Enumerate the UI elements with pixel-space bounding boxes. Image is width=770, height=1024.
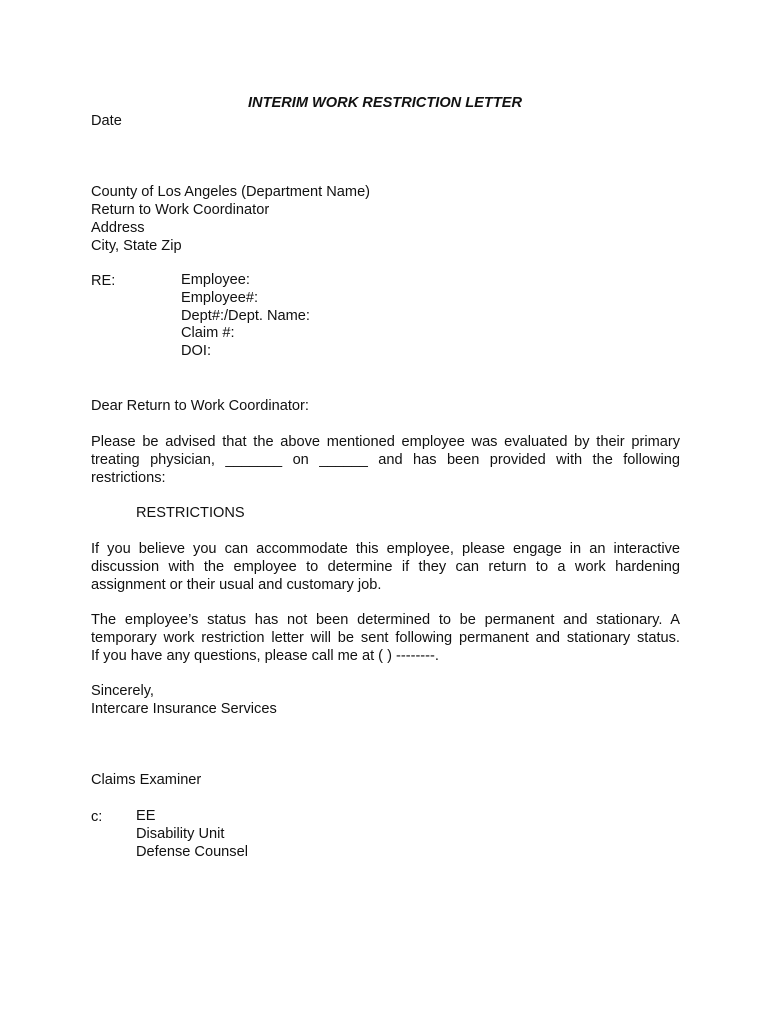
re-field-claim: Claim #: [181, 325, 235, 342]
paragraph-line: If you believe you can accommodate this employee, please engage in an interactive [91, 541, 680, 557]
recipient-line-4: City, State Zip [91, 238, 182, 254]
paragraph-line: discussion with the employee to determine if they can return to a work hardening [91, 559, 680, 575]
re-field-employee-number: Employee#: [181, 289, 259, 306]
date-label: Date [91, 113, 122, 129]
salutation: Dear Return to Work Coordinator: [91, 398, 309, 414]
paragraph-status [91, 611, 680, 665]
paragraph-line: treating physician, _______ on ______ and has been provided with the following [91, 452, 680, 468]
re-field-dept: Dept#:/Dept. Name: [181, 307, 310, 324]
cc-recipient: Disability Unit [136, 825, 225, 842]
re-label: RE: [91, 273, 116, 289]
restrictions-heading: RESTRICTIONS [136, 505, 245, 521]
closing: Sincerely, [91, 683, 154, 699]
cc-label: c: [91, 809, 103, 825]
paragraph-line: assignment or their usual and customary job. [91, 577, 382, 593]
company-name: Intercare Insurance Services [91, 701, 277, 717]
paragraph-accommodate [91, 540, 680, 594]
re-field-doi: DOI: [181, 343, 211, 360]
re-fields [181, 272, 310, 361]
re-field-employee: Employee: [181, 272, 250, 288]
cc-recipient: EE [136, 808, 156, 824]
signer-title: Claims Examiner [91, 772, 202, 788]
recipient-line-1: County of Los Angeles (Department Name) [91, 184, 371, 200]
recipient-line-2: Return to Work Coordinator [91, 202, 270, 218]
paragraph-line: restrictions: [91, 470, 166, 486]
cc-recipients [136, 808, 248, 861]
paragraph-line: If you have any questions, please call me at ( ) --------. [91, 648, 439, 664]
paragraph-line: temporary work restriction letter will be sent following permanent and stationary status. [91, 630, 680, 646]
recipient-line-3: Address [91, 220, 145, 236]
letter-title: INTERIM WORK RESTRICTION LETTER [247, 95, 523, 111]
paragraph-evaluation [91, 433, 680, 487]
paragraph-line: Please be advised that the above mentioned employee was evaluated by their primary [91, 434, 680, 450]
cc-recipient: Defense Counsel [136, 843, 248, 860]
paragraph-line: The employee’s status has not been determined to be permanent and stationary. A [91, 612, 680, 628]
